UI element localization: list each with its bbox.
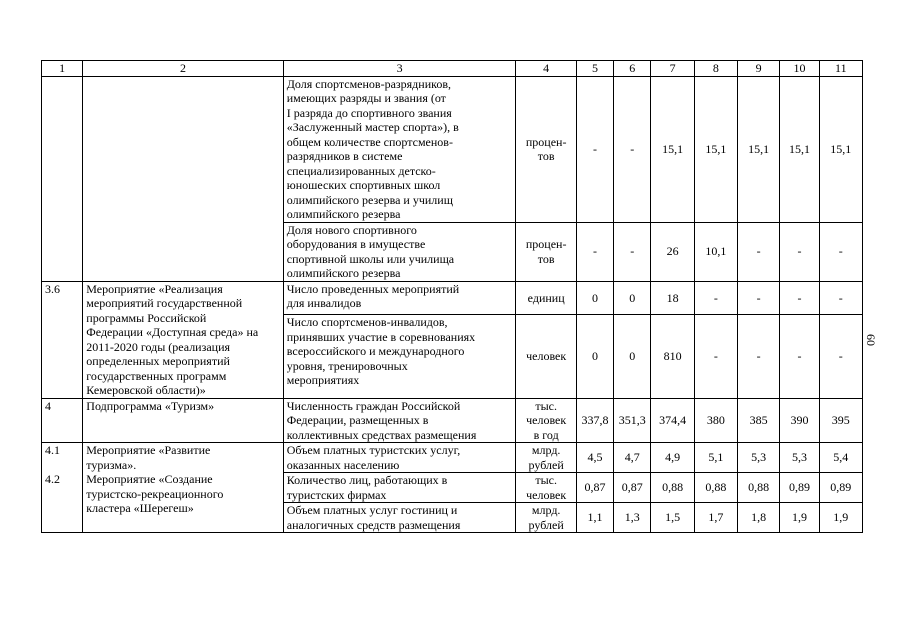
value-cell: 0,88 (738, 473, 780, 503)
event-b: Мероприятие «Создание туристско-рекреационного кластера «Шерегеш» (86, 472, 224, 515)
indicator-cell: Доля нового спортивного оборудования в имуществе спортивной школы или училища олимпийского резерва (283, 222, 516, 281)
row-number-spacer (45, 458, 79, 472)
value-cell: - (576, 222, 613, 281)
value-cell: 0 (576, 281, 613, 315)
table-row (42, 443, 863, 473)
indicator-cell: Доля спортсменов-разрядников, имеющих разряды и звания (от I разряда до спортивного звания «Заслуженный мастер спорта»), в общем количестве спортсменов- разрядников в системе специализированных детско- юношеских спортивных школ олимпийского резерва и училищ олимпийского резерва (283, 76, 516, 222)
header-cell: 9 (738, 61, 780, 77)
value-cell: 1,9 (819, 503, 862, 533)
value-cell: - (738, 281, 780, 315)
value-cell: 0 (614, 281, 651, 315)
header-cell: 1 (42, 61, 83, 77)
value-cell: 5,1 (694, 443, 737, 473)
value-cell: - (780, 281, 819, 315)
header-cell: 3 (283, 61, 516, 77)
value-cell: 5,3 (738, 443, 780, 473)
value-cell: - (780, 315, 819, 398)
value-cell: 10,1 (694, 222, 737, 281)
value-cell: 0,88 (651, 473, 694, 503)
value-cell: - (694, 281, 737, 315)
value-cell: 1,9 (780, 503, 819, 533)
table-row (42, 281, 863, 315)
value-cell: 18 (651, 281, 694, 315)
value-cell: 0,87 (614, 473, 651, 503)
header-cell: 7 (651, 61, 694, 77)
value-cell: 1,7 (694, 503, 737, 533)
unit-cell: млрд. рублей (516, 503, 576, 533)
value-cell: 0 (614, 315, 651, 398)
unit-cell: млрд. рублей (516, 443, 576, 473)
indicator-cell: Объем платных туристских услуг, оказанных населению (283, 443, 516, 473)
value-cell: 5,3 (780, 443, 819, 473)
value-cell: - (614, 222, 651, 281)
row-number-cell (42, 76, 83, 281)
value-cell: 395 (819, 398, 862, 443)
value-cell: 15,1 (694, 76, 737, 222)
indicator-cell: Количество лиц, работающих в туристских фирмах (283, 473, 516, 503)
value-cell: - (738, 222, 780, 281)
value-cell: - (694, 315, 737, 398)
value-cell: - (576, 76, 613, 222)
value-cell: 1,5 (651, 503, 694, 533)
value-cell: 26 (651, 222, 694, 281)
header-cell: 2 (83, 61, 283, 77)
event-cell: Подпрограмма «Туризм» (83, 398, 283, 443)
value-cell: 0,88 (694, 473, 737, 503)
value-cell: - (738, 315, 780, 398)
value-cell: 0 (576, 315, 613, 398)
unit-cell: процен- тов (516, 76, 576, 222)
indicator-cell: Число спортсменов-инвалидов, принявших участие в соревнованиях всероссийского и международного уровня, тренировочных мероприятиях (283, 315, 516, 398)
unit-cell: человек (516, 315, 576, 398)
value-cell: - (819, 222, 862, 281)
page-number: 60 (864, 334, 878, 346)
value-cell: 810 (651, 315, 694, 398)
value-cell: 15,1 (651, 76, 694, 222)
header-cell: 4 (516, 61, 576, 77)
value-cell: 380 (694, 398, 737, 443)
row-number-a: 4.1 (45, 443, 60, 457)
row-number-cell (42, 443, 83, 533)
event-a: Мероприятие «Развитие туризма». (86, 443, 211, 472)
value-cell: - (780, 222, 819, 281)
value-cell: 15,1 (738, 76, 780, 222)
event-cell (83, 443, 283, 533)
value-cell: - (819, 281, 862, 315)
unit-cell: тыс. человек (516, 473, 576, 503)
row-number-cell: 3.6 (42, 281, 83, 398)
value-cell: 15,1 (819, 76, 862, 222)
value-cell: 1,8 (738, 503, 780, 533)
unit-cell: единиц (516, 281, 576, 315)
value-cell: 4,5 (576, 443, 613, 473)
value-cell: 351,3 (614, 398, 651, 443)
header-cell: 6 (614, 61, 651, 77)
value-cell: - (819, 315, 862, 398)
event-cell (83, 76, 283, 281)
header-row (42, 61, 863, 77)
table-row (42, 76, 863, 222)
header-cell: 10 (780, 61, 819, 77)
value-cell: 0,87 (576, 473, 613, 503)
value-cell: 1,1 (576, 503, 613, 533)
header-cell: 8 (694, 61, 737, 77)
header-cell: 11 (819, 61, 862, 77)
value-cell: 0,89 (780, 473, 819, 503)
value-cell: - (614, 76, 651, 222)
event-cell: Мероприятие «Реализация мероприятий государственной программы Российской Федерации «Доступная среда» на 2011-2020 годы (реализация определенных мероприятий государственных программ Кемеровской области)» (83, 281, 283, 398)
indicator-cell: Число проведенных мероприятий для инвалидов (283, 281, 516, 315)
indicator-cell: Объем платных услуг гостиниц и аналогичных средств размещения (283, 503, 516, 533)
value-cell: 15,1 (780, 76, 819, 222)
value-cell: 337,8 (576, 398, 613, 443)
value-cell: 385 (738, 398, 780, 443)
row-number-b: 4.2 (45, 471, 60, 486)
value-cell: 0,89 (819, 473, 862, 503)
value-cell: 4,9 (651, 443, 694, 473)
indicator-cell: Численность граждан Российской Федерации, размещенных в коллективных средствах размещения (283, 398, 516, 443)
value-cell: 5,4 (819, 443, 862, 473)
unit-cell: процен- тов (516, 222, 576, 281)
header-cell: 5 (576, 61, 613, 77)
value-cell: 390 (780, 398, 819, 443)
row-number-cell: 4 (42, 398, 83, 443)
indicators-table (41, 60, 863, 533)
value-cell: 1,3 (614, 503, 651, 533)
value-cell: 374,4 (651, 398, 694, 443)
value-cell: 4,7 (614, 443, 651, 473)
table-row (42, 398, 863, 443)
unit-cell: тыс. человек в год (516, 398, 576, 443)
